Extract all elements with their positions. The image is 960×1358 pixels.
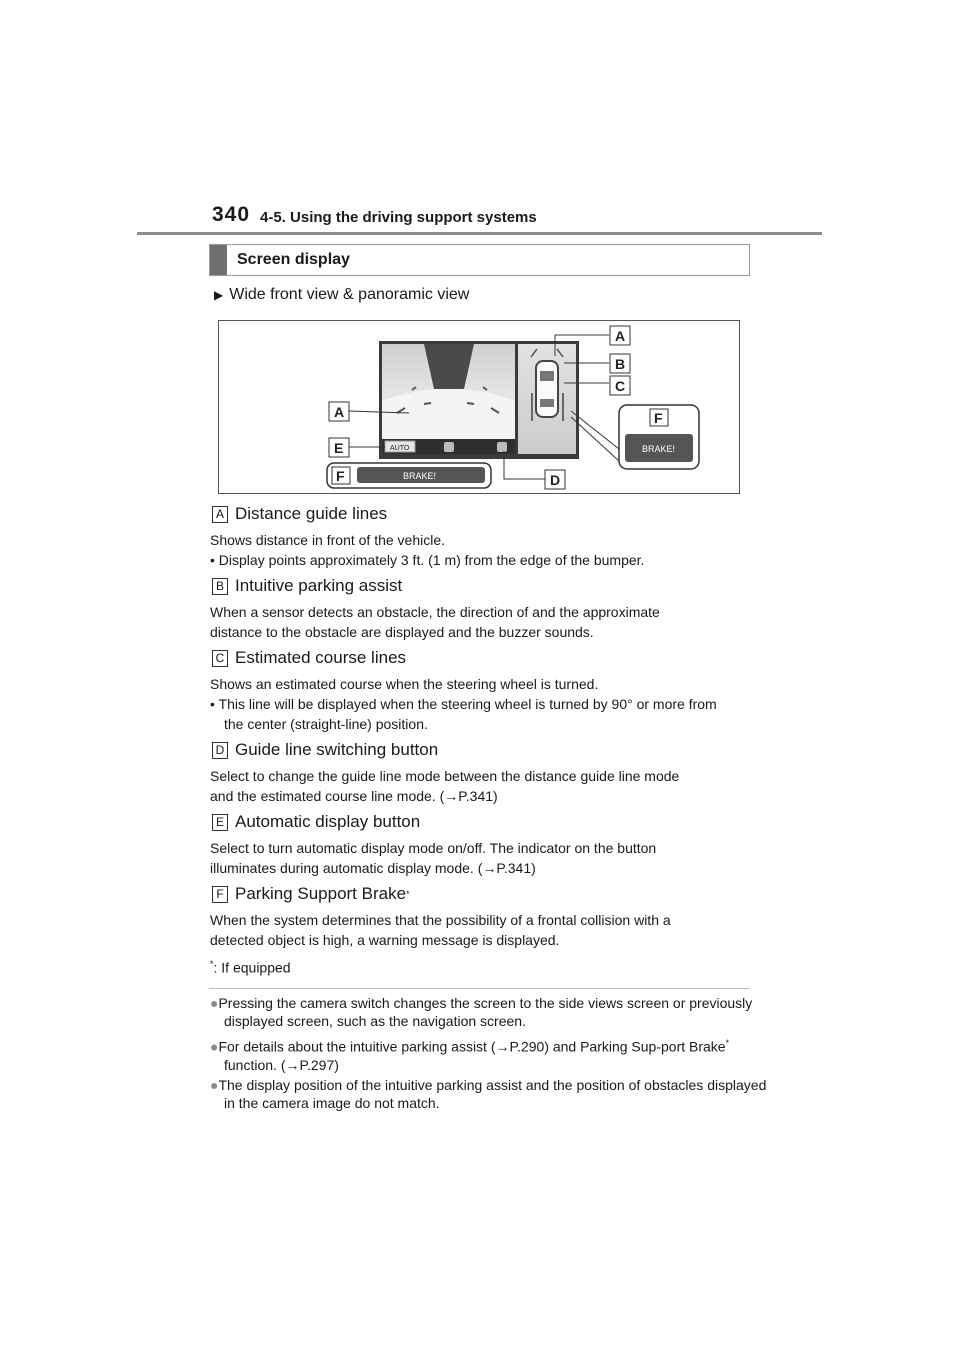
ground-area	[382, 389, 515, 440]
item-b-line-2: distance to the obstacle are displayed and the buzzer sounds.	[210, 624, 594, 640]
footnote	[210, 954, 770, 978]
item-a-line-1: Shows distance in front of the vehicle.	[210, 532, 446, 548]
item-e-heading	[212, 812, 420, 832]
item-c-letter: C	[212, 650, 228, 667]
item-e-line-1: Select to turn automatic display mode on/off. The indicator on the button	[210, 840, 657, 856]
item-b-letter: B	[212, 578, 228, 595]
callout-a-top: A	[615, 328, 626, 344]
item-a-description	[210, 530, 770, 570]
note-bullet-icon: ●	[210, 1077, 219, 1093]
auto-button-label: AUTO	[390, 445, 410, 452]
item-f-description	[210, 910, 770, 950]
item-f-letter: F	[212, 886, 228, 903]
callout-f-lower: F	[336, 468, 345, 484]
note-2-text-a: For details about the intuitive parking assist (→P.290) and Parking Sup-port Brake	[218, 1038, 726, 1055]
item-d-line-1: Select to change the guide line mode between the distance guide line mode	[210, 768, 680, 784]
section-title: 4-5. Using the driving support systems	[260, 209, 537, 226]
item-c-heading	[212, 648, 406, 668]
item-c-line-1: Shows an estimated course when the steering wheel is turned.	[210, 676, 599, 692]
vehicle-top-icon	[536, 361, 558, 417]
view-heading-text: Wide front view & panoramic view	[229, 286, 470, 303]
note-2-text-b: function. (→P.297)	[224, 1056, 339, 1073]
item-c-title: Estimated course lines	[235, 648, 407, 667]
item-f-title-sup: *	[406, 889, 410, 899]
notes-divider	[209, 988, 750, 989]
page-number: 340	[212, 203, 251, 226]
footnote-text: : If equipped	[213, 959, 291, 976]
callout-f-right: F	[654, 410, 663, 426]
item-a-letter: A	[212, 506, 228, 523]
item-e-title: Automatic display button	[235, 812, 421, 831]
callout-d: D	[550, 472, 561, 488]
screen-display-box	[209, 244, 750, 276]
note-2-sup: *	[725, 1038, 730, 1048]
note-2	[210, 1034, 769, 1074]
note-3	[210, 1076, 769, 1112]
camera-screen-figure	[218, 320, 740, 494]
note-bullet-icon: ●	[210, 1038, 219, 1055]
brake-message-text-right: BRAKE!	[642, 444, 676, 454]
camera-screen-illustration	[219, 321, 739, 493]
item-f-heading	[212, 884, 410, 904]
triangle-bullet-icon: ▶	[214, 288, 224, 302]
item-e-letter: E	[212, 814, 228, 831]
callout-b: B	[615, 356, 626, 372]
item-b-description	[210, 602, 770, 642]
brake-message-text-lower: BRAKE!	[403, 471, 437, 481]
item-f-line-1: When the system determines that the possibility of a frontal collision with a	[210, 912, 671, 928]
item-d-title: Guide line switching button	[235, 740, 439, 759]
view-heading	[214, 286, 469, 304]
callout-c: C	[615, 378, 626, 394]
item-f-line-2: detected object is high, a warning message is displayed.	[210, 932, 560, 948]
note-3-text: The display position of the intuitive parking assist and the position of obstacles displayed in the camera image do not match.	[218, 1077, 767, 1111]
callout-a-left: A	[334, 404, 345, 420]
item-a-line-2: • Display points approximately 3 ft. (1 m) from the edge of the bumper.	[210, 552, 645, 568]
callout-e: E	[334, 440, 344, 456]
header-rule	[137, 232, 822, 235]
item-a-title: Distance guide lines	[235, 504, 388, 523]
note-1-text: Pressing the camera switch changes the screen to the side views screen or previously displayed screen, such as the navigation screen.	[218, 995, 753, 1029]
footnote-marker: *	[210, 959, 214, 969]
item-c-line-2: • This line will be displayed when the steering wheel is turned by 90° or more from the center (straight-line) position.	[210, 696, 717, 732]
section-tab	[210, 245, 227, 275]
item-d-description	[210, 766, 770, 806]
item-d-heading	[212, 740, 438, 760]
screen-display-label: Screen display	[237, 251, 350, 268]
item-b-heading	[212, 576, 402, 596]
item-a-heading	[212, 504, 387, 524]
item-d-line-2: and the estimated course line mode. (→P.341)	[210, 788, 498, 804]
guide-line-switch-button[interactable]	[497, 442, 507, 452]
item-e-line-2: illuminates during automatic display mode. (→P.341)	[210, 860, 536, 876]
view-icon-a	[444, 442, 454, 452]
item-f-title: Parking Support Brake	[235, 884, 407, 903]
item-b-line-1: When a sensor detects an obstacle, the direction of and the approximate	[210, 604, 660, 620]
note-bullet-icon: ●	[210, 995, 219, 1011]
item-c-description	[210, 674, 740, 734]
item-d-letter: D	[212, 742, 228, 759]
item-b-title: Intuitive parking assist	[235, 576, 403, 595]
item-e-description	[210, 838, 770, 878]
note-1	[210, 994, 769, 1030]
